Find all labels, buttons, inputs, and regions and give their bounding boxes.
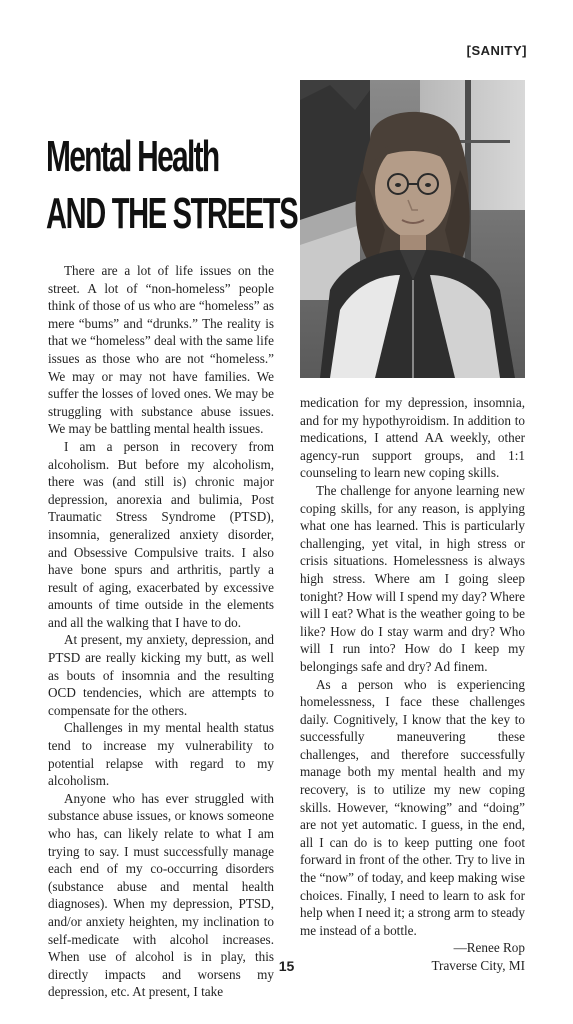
article-title xyxy=(46,128,298,242)
article-column-right xyxy=(300,394,525,975)
article-column-left xyxy=(48,262,274,1001)
portrait-photo xyxy=(300,80,525,378)
paragraph: At present, my anxiety, depression, and PTSD are really kicking my butt, as well as bouts of insomnia and the resulting OCD tendencies, which are attempts to compensate for the others. xyxy=(48,632,274,718)
paragraph: Anyone who has ever struggled with substance abuse issues, or knows someone who has, can likely relate to what I am trying to say. I must successfully manage each end of my co-occurring disorders (substance abuse and mental health diagnoses). When my depression, PTSD, and/or anxiety heighten, my inclination to self-medicate with alcohol increases. When use of alcohol is in play, this directly impacts and worsens my depression, etc. At present, I take xyxy=(48,790,274,1000)
paragraph: As a person who is experiencing homelessness, I face these challenges daily. Cognitively, I know that the key to successfully maneuvering these challenges, and therefore successfully manage both my mental health and my recovery, is to utilize my new coping skills. However, “knowing” and “doing” are not yet automatic. I guess, in the end, all I can do is to keep putting one foot forward in front of the other. Try to live in the “now” of today, and keep making wise choices. Finally, I need to learn to ask for help when I need it; a strong arm to steady me instead of a bottle. xyxy=(300,676,525,938)
title-line-1: Mental Health xyxy=(46,132,219,181)
page-number: 15 xyxy=(278,958,295,974)
paragraph: I am a person in recovery from alcoholism. But before my alcoholism, there was (and still is) chronic major depression, anorexia and bulimia, Post Traumatic Stress Syndrome (PTSD), insomnia, generalized anxiety disorder, and Obsessive Compulsive traits. I also have bone spurs and arthritis, partly a result of aging, exacerbated by excessive amounts of time outside in the elements and all the walking that I have to do. xyxy=(48,438,274,630)
title-line-2: AND THE STREETS xyxy=(46,189,298,238)
author-location: Traverse City, MI xyxy=(431,958,525,973)
paragraph: medication for my depression, insomnia, and for my hypothyroidism. In addition to medications, I attend AA weekly, other agency-run support groups, and 1:1 counseling to learn new coping skills. xyxy=(300,395,525,481)
section-tag: [SANITY] xyxy=(466,43,527,58)
paragraph: Challenges in my mental health status tend to increase my vulnerability to potential relapse with regard to my alcoholism. xyxy=(48,720,274,789)
portrait-photo-icon xyxy=(300,80,525,378)
paragraph: The challenge for anyone learning new coping skills, for any reason, is applying what one has learned. This is particularly challenging, yet vital, in high stress or crisis situations. Homelessness is always high stress. Where am I going sleep tonight? How will I spend my day? Where will I eat? What is the weather going to be like? How do I stay warm and dry? Who will I run into? How do I keep my belongings safe and dry? Ad finem. xyxy=(300,482,525,674)
author-name: —Renee Rop xyxy=(453,940,525,956)
paragraph: There are a lot of life issues on the street. A lot of “non-homeless” people think of those of us who are “homeless” as mere “bums” and “drunks.” The reality is that we “homeless” deal with the same life issues as those who are not “homeless.” We may or may not have families. We suffer the losses of loved ones. We may be struggling with substance abuse issues. We may be battling mental health issues. xyxy=(48,263,274,437)
